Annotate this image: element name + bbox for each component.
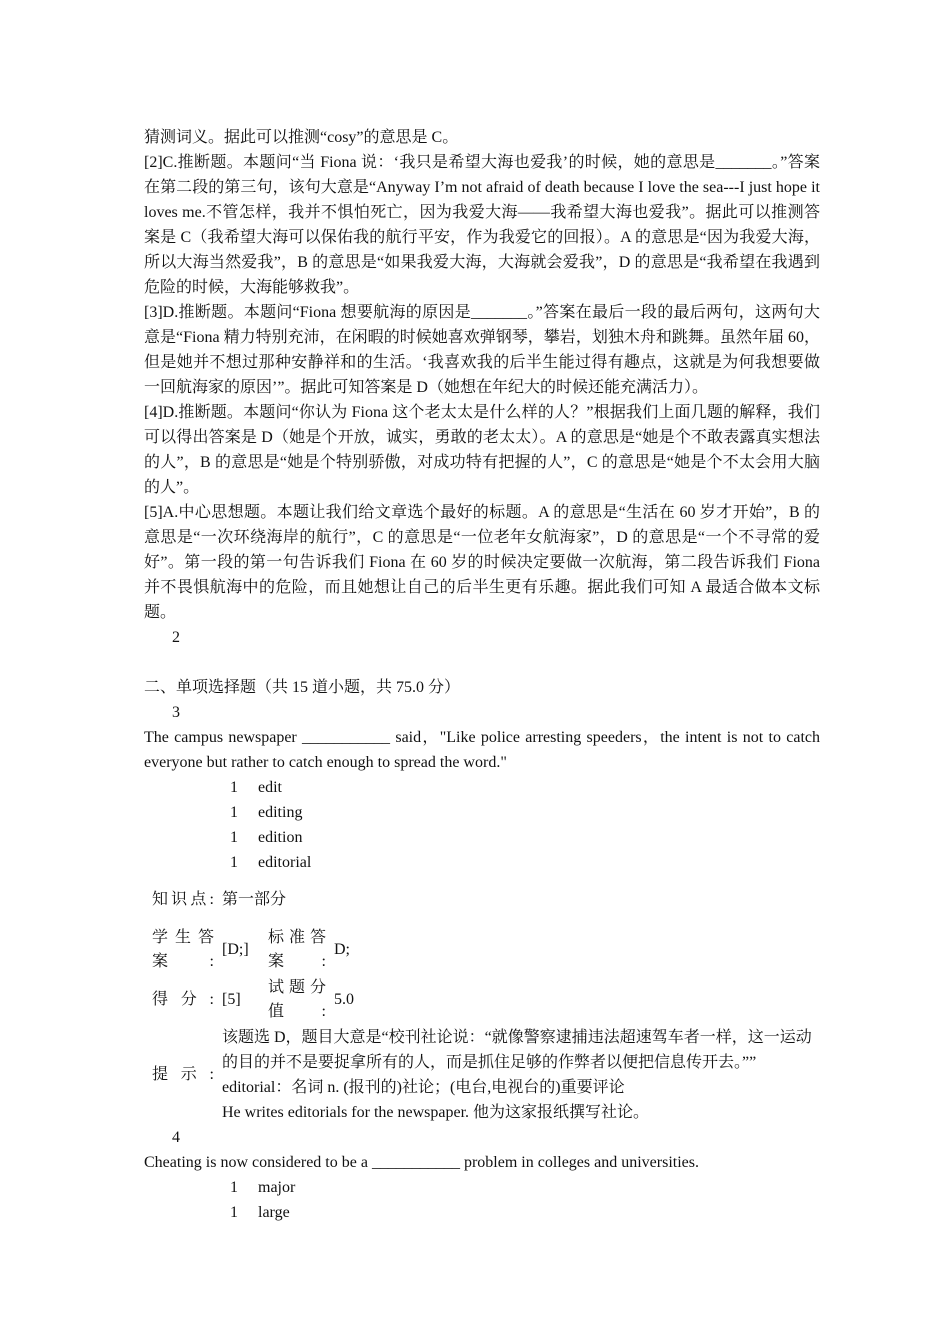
option-item[interactable] — [230, 775, 820, 800]
analysis-paragraph: [5]A.中心思想题。本题让我们给文章选个最好的标题。A 的意思是“生活在 60 岁才开始”，B 的意思是“一次环绕海岸的航行”，C 的意思是“一位老年女航海家”，D 的意思是“一个不寻常的爱好”。第一段的第一句告诉我们 Fiona 在 60 岁的时候决定要做一次航海，第二段告诉我们 Fiona 并不畏惧航海中的危险，而且她想让自己的后半生更有乐趣。据此我们可知 A 最适合做本文标题。 — [144, 504, 820, 621]
hint-line: He writes editorials for the newspaper. 他为这家报纸撰写社论。 — [222, 1104, 650, 1121]
option-text: editorial — [258, 854, 312, 871]
answer-info-table — [148, 875, 820, 1125]
student-answer-label: 学生答案: — [152, 929, 214, 970]
section-heading: 二、单项选择题（共 15 道小题，共 75.0 分） — [144, 679, 461, 696]
spacer — [144, 650, 820, 675]
student-answer-value: [D;] — [222, 941, 249, 958]
analysis-paragraph: 猜测词义。据此可以推测“cosy”的意思是 C。 — [144, 129, 459, 146]
analysis-paragraph: [3]D.推断题。本题问“Fiona 想要航海的原因是_______。”答案在最后一段的最后两句，这两句大意是“Fiona 精力特别充沛，在闲暇的时候她喜欢弹钢琴，攀岩，划独木舟和跳舞。虽然年届 60，但是她并不想过那种安静祥和的生活。‘我喜欢我的后半生能过得有趣点，这就是为何我想要做一回航海家的原因’”。据此可知答案是 D（她想在年纪大的时候还能充满活力）。 — [144, 304, 820, 396]
option-number: 1 — [230, 804, 238, 821]
option-number: 1 — [230, 1179, 238, 1196]
option-list — [144, 775, 820, 875]
full-score-value: 5.0 — [334, 991, 354, 1008]
option-text: editing — [258, 804, 303, 821]
option-text: large — [258, 1204, 290, 1221]
option-item[interactable] — [230, 850, 820, 875]
knowledge-value: 第一部分 — [222, 891, 287, 908]
full-score-label: 试题分值: — [268, 979, 326, 1020]
option-item[interactable] — [230, 1175, 820, 1200]
option-text: major — [258, 1179, 296, 1196]
hint-line: 该题选 D，题目大意是“校刊社论说：“就像警察逮捕违法超速驾车者一样，这一运动的目的并不是要捉拿所有的人，而是抓住足够的作弊者以便把信息传开去。”” — [222, 1029, 812, 1071]
option-item[interactable] — [230, 800, 820, 825]
hint-content — [218, 1025, 820, 1125]
option-number: 1 — [230, 829, 238, 846]
option-number: 1 — [230, 1204, 238, 1221]
standard-answer-label: 标准答案: — [268, 929, 326, 970]
analysis-paragraph: [2]C.推断题。本题问“当 Fiona 说：‘我只是希望大海也爱我’的时候，她的意思是_______。”答案在第二段的第三句，该句大意是“Anyway I’m not afraid of death because I love the sea---I just hope it loves me.不管怎样，我并不惧怕死亡，因为我爱大海——我希望大海也爱我”。据此可以推测答案是 C（我希望大海可以保佑我的航行平安，作为我爱它的回报）。A 的意思是“因为我爱大海，所以大海当然爱我”，B 的意思是“如果我爱大海，大海就会爱我”，D 的意思是“我希望在我遇到危险的时候，大海能够救我”。 — [144, 154, 820, 296]
analysis-paragraph: [4]D.推断题。本题问“你认为 Fiona 这个老太太是什么样的人？”根据我们上面几题的解释，我们可以得出答案是 D（她是个开放，诚实，勇敢的老太太）。A 的意思是“她是个不敢表露真实想法的人”，B 的意思是“她是个特别骄傲，对成功特有把握的人”，C 的意思是“她是个不太会用大脑的人”。 — [144, 404, 820, 496]
option-list — [144, 1175, 820, 1225]
option-item[interactable] — [230, 825, 820, 850]
score-value: [5] — [222, 991, 241, 1008]
question-stem: The campus newspaper ___________ said，"Like police arresting speeders，the intent is not to catch everyone but rather to catch enough to spread the word." — [144, 729, 820, 771]
option-text: edition — [258, 829, 303, 846]
option-item[interactable] — [230, 1200, 820, 1225]
analysis-block — [144, 125, 820, 625]
knowledge-label: 知识点: — [152, 891, 214, 908]
question-stem: Cheating is now considered to be a ___________ problem in colleges and universities. — [144, 1154, 699, 1171]
hint-label: 提示: — [152, 1066, 214, 1083]
option-number: 1 — [230, 779, 238, 796]
document-page — [144, 125, 820, 1225]
standard-answer-value: D; — [334, 941, 350, 958]
question-number: 2 — [172, 629, 180, 646]
question-4 — [144, 1125, 820, 1225]
option-number: 1 — [230, 854, 238, 871]
question-number: 4 — [172, 1129, 180, 1146]
hint-line: editorial：名词 n. (报刊的)社论；(电台,电视台的)重要评论 — [222, 1079, 625, 1096]
score-label: 得分: — [152, 991, 214, 1008]
question-number: 3 — [172, 704, 180, 721]
question-3 — [144, 700, 820, 1125]
option-text: edit — [258, 779, 282, 796]
